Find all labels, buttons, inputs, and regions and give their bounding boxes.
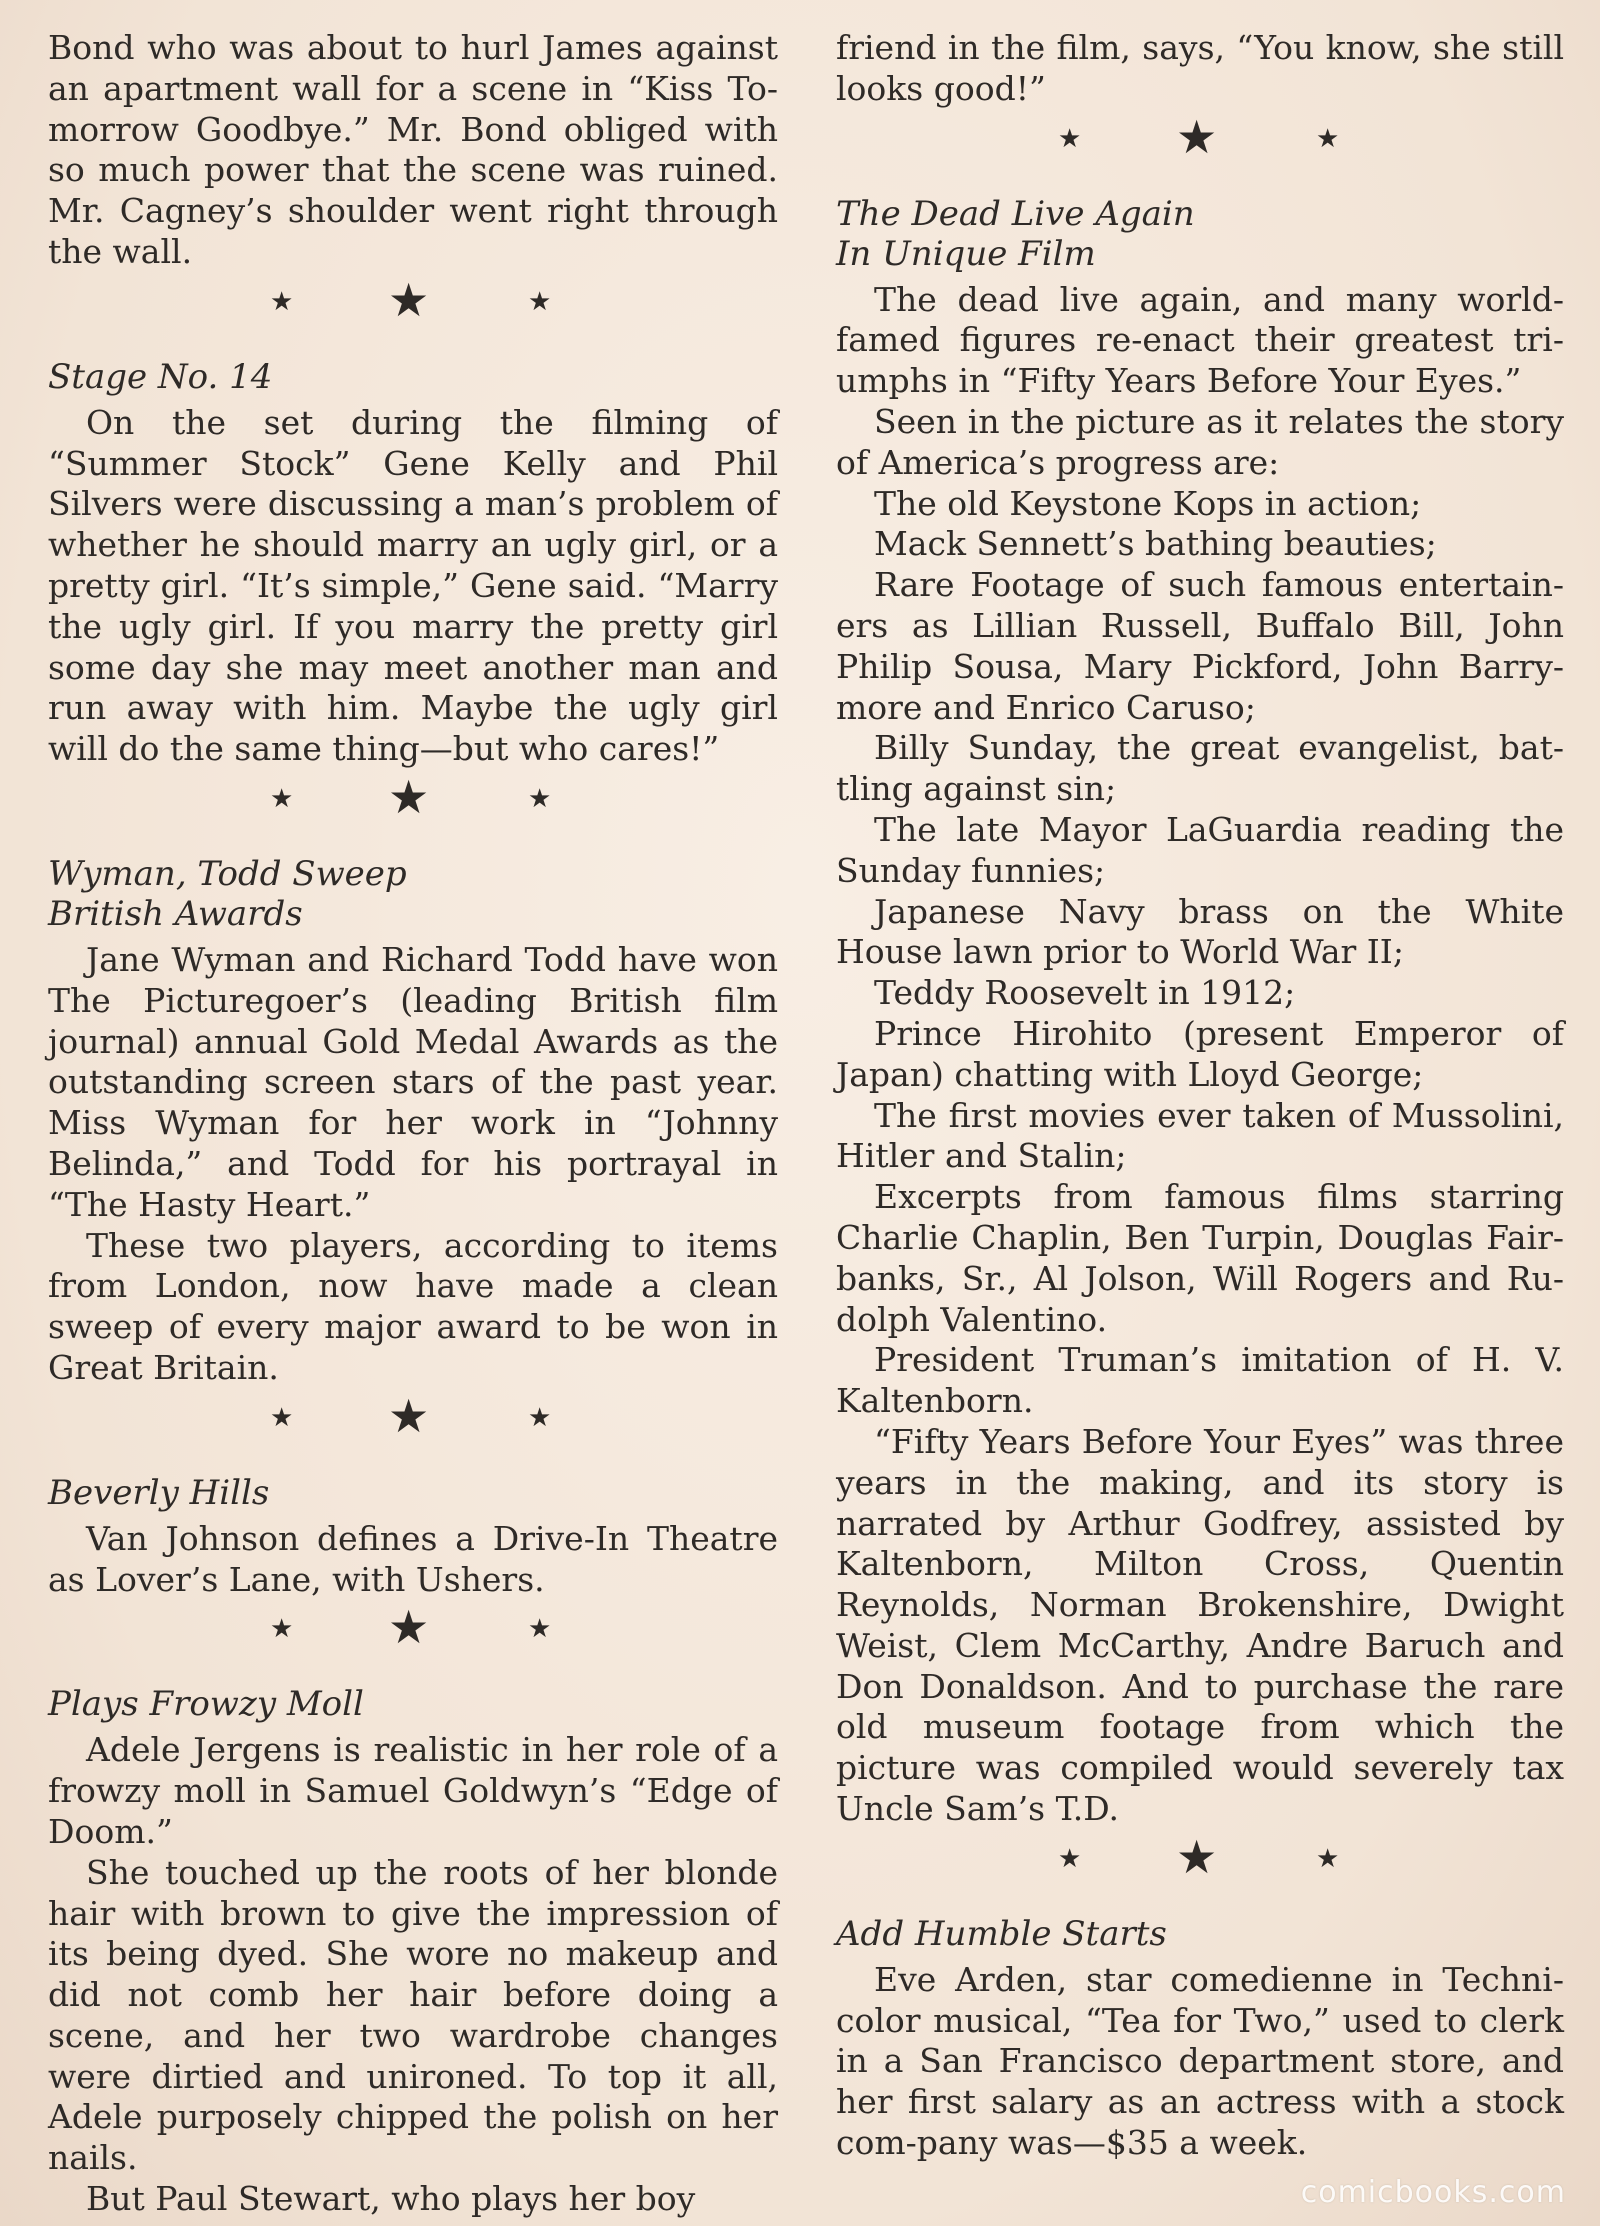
- small-star-icon: ★: [528, 783, 552, 814]
- small-star-icon: ★: [270, 1614, 294, 1645]
- big-star-icon: ★: [388, 769, 430, 824]
- list-item: The first movies ever taken of Mussolini, Hitler and Stalin;: [836, 1095, 1564, 1176]
- small-star-icon: ★: [1058, 123, 1082, 154]
- list-item: Seen in the picture as it relates the story of America’s progress are:: [836, 401, 1564, 482]
- section-heading-beverly: Beverly Hills: [48, 1472, 270, 1513]
- big-star-icon: ★: [1176, 109, 1218, 164]
- section-heading-frowzy: Plays Frowzy Moll: [48, 1684, 364, 1725]
- list-item: Japanese Navy brass on the White House lawn prior to World War II;: [836, 891, 1564, 972]
- list-item: Rare Footage of such famous entertain-ers as Lillian Russell, Buffalo Bill, John Philip Sousa, Mary Pickford, John Barry-more and Enrico Caruso;: [836, 565, 1564, 727]
- article-paragraph: Jane Wyman and Richard Todd have won The Picturegoer’s (leading British film journal) annual Gold Medal Awards as the outstanding screen stars of the past year. Miss Wyman for her work in “Johnny Belinda,” and Todd for his portrayal in “The Hasty Heart.”: [48, 939, 778, 1224]
- list-item: Excerpts from famous films starring Charlie Chaplin, Ben Turpin, Douglas Fair-banks, Sr., Al Jolson, Will Rogers and Ru-dolph Valentino.: [836, 1177, 1564, 1339]
- small-star-icon: ★: [1316, 123, 1340, 154]
- small-star-icon: ★: [1058, 1843, 1082, 1874]
- section-heading-wyman: [48, 854, 778, 934]
- small-star-icon: ★: [528, 286, 552, 317]
- star-divider: [48, 1389, 778, 1459]
- section-heading-dead-live: [836, 194, 1564, 274]
- article-paragraph: Van Johnson defines a Drive-In Theatre as Lover’s Lane, with Ushers.: [48, 1518, 778, 1599]
- heading-line: British Awards: [48, 893, 303, 934]
- heading-line: The Dead Live Again: [836, 193, 1195, 234]
- list-item: “Fifty Years Before Your Eyes” was three years in the making, and its story is narrated by Arthur Godfrey, assisted by Kaltenborn, Milton Cross, Quentin Reynolds, Norman Brokenshire, Dwight Weist, Clem McCarthy, Andre Baruch and Don Donaldson. And to purchase the rare old museum footage from which the picture was compiled would severely tax Uncle Sam’s T.D.: [836, 1421, 1564, 1829]
- continuation-paragraph: friend in the film, says, “You know, she still looks good!”: [836, 28, 1564, 108]
- small-star-icon: ★: [1316, 1843, 1340, 1874]
- big-star-icon: ★: [388, 1388, 430, 1443]
- star-divider: [48, 273, 778, 343]
- article-paragraph: These two players, according to items from London, now have made a clean sweep of every major award to be won in Great Britain.: [48, 1225, 778, 1387]
- article-paragraph: Eve Arden, star comedienne in Techni-color musical, “Tea for Two,” used to clerk in a San Francisco department store, and her first salary as an actress with a stock com-pany was—$35 a week.: [836, 1959, 1564, 2163]
- list-item: Billy Sunday, the great evangelist, bat-tling against sin;: [836, 728, 1564, 809]
- list-item: The dead live again, and many world-famed figures re-enact their greatest tri-umphs in “Fifty Years Before Your Eyes.”: [836, 279, 1564, 401]
- star-divider: [836, 1830, 1564, 1900]
- small-star-icon: ★: [528, 1402, 552, 1433]
- right-column: [836, 28, 1564, 2164]
- article-paragraph: On the set during the filming of “Summer Stock” Gene Kelly and Phil Silvers were discussing a man’s problem of whether he should marry an ugly girl, or a pretty girl. “It’s simple,” Gene said. “Marry the ugly girl. If you marry the pretty girl some day she may meet another man and run away with him. Maybe the ugly girl will do the same thing—but who cares!”: [48, 402, 778, 769]
- big-star-icon: ★: [388, 1600, 430, 1655]
- small-star-icon: ★: [528, 1614, 552, 1645]
- heading-line: Wyman, Todd Sweep: [48, 853, 407, 894]
- list-item: Mack Sennett’s bathing beauties;: [874, 524, 1437, 564]
- small-star-icon: ★: [270, 286, 294, 317]
- list-item: Prince Hirohito (present Emperor of Japan) chatting with Lloyd George;: [836, 1013, 1564, 1094]
- article-paragraph: She touched up the roots of her blonde hair with brown to give the impression of its being dyed. She wore no makeup and did not comb her hair before doing a scene, and her two wardrobe changes were dirtied and unironed. To top it all, Adele purposely chipped the polish on her nails.: [48, 1852, 778, 2178]
- small-star-icon: ★: [270, 1402, 294, 1433]
- star-divider: [48, 770, 778, 840]
- article-paragraph: But Paul Stewart, who plays her boy: [86, 2179, 696, 2219]
- list-item: The late Mayor LaGuardia reading the Sunday funnies;: [836, 809, 1564, 890]
- list-item: President Truman’s imitation of H. V. Kaltenborn.: [836, 1340, 1564, 1421]
- intro-paragraph: Bond who was about to hurl James against an apartment wall for a scene in “Kiss To-morrow Goodbye.” Mr. Bond obliged with so much power that the scene was ruined. Mr. Cagney’s shoulder went right through the wall.: [48, 28, 778, 271]
- big-star-icon: ★: [388, 272, 430, 327]
- star-divider: [836, 110, 1564, 180]
- small-star-icon: ★: [270, 783, 294, 814]
- big-star-icon: ★: [1176, 1829, 1218, 1884]
- star-divider: [48, 1600, 778, 1670]
- heading-line: In Unique Film: [836, 233, 1096, 274]
- left-column: [48, 28, 778, 2220]
- list-item: Teddy Roosevelt in 1912;: [874, 973, 1296, 1013]
- list-item: The old Keystone Kops in action;: [874, 483, 1422, 523]
- watermark-text: comicbooks.com: [1300, 2175, 1566, 2210]
- article-paragraph: Adele Jergens is realistic in her role of a frowzy moll in Samuel Goldwyn’s “Edge of Doom.”: [48, 1730, 778, 1851]
- section-heading-stage14: Stage No. 14: [48, 356, 273, 397]
- section-heading-humble: Add Humble Starts: [836, 1913, 1167, 1954]
